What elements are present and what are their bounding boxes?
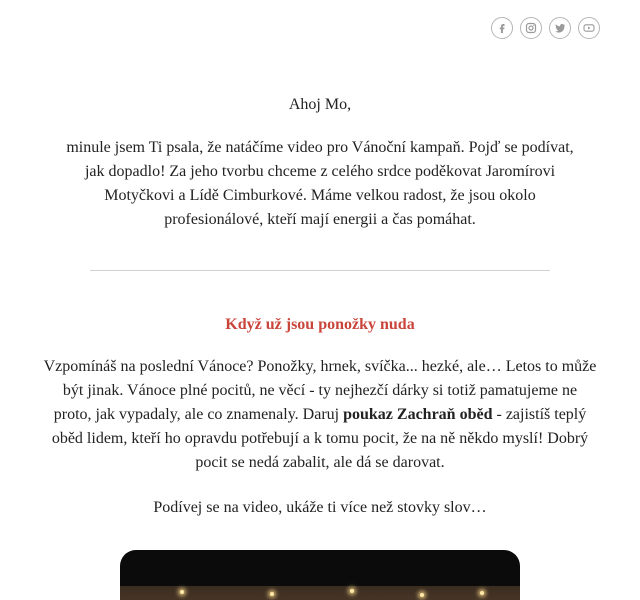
paragraph-line: být jinak. Vánoce plné pocitů, ne věcí - ty nejhezčí dárky si totiž pamatujeme ne	[62, 382, 578, 399]
paragraph-text: proto, jak vypadaly, ale co znamenaly. Daruj	[53, 406, 344, 423]
divider	[90, 270, 550, 271]
intro-line: Motyčkovi a Lídě Cimburkové. Máme velkou radost, že jsou okolo	[104, 187, 536, 204]
paragraph-text: - zajistíš teplý	[492, 406, 587, 423]
bokeh-light	[270, 592, 274, 596]
paragraph-line: oběd lidem, kteří ho opravdu potřebují a k tomu pocit, že na ně někdo myslí! Dobrý	[51, 430, 589, 447]
greeting: Ahoj Mo,	[288, 96, 352, 113]
intro-line: profesionálové, kteří mají energii a čas pomáhat.	[164, 211, 476, 228]
paragraph-line	[34, 403, 606, 427]
intro-line: minule jsem Ti psala, že natáčíme video pro Vánoční kampaň. Pojď se podívat,	[66, 139, 574, 156]
youtube-icon[interactable]	[578, 17, 600, 39]
section-heading: Když už jsou ponožky nuda	[225, 316, 415, 333]
instagram-icon[interactable]	[520, 17, 542, 39]
facebook-icon[interactable]	[491, 17, 513, 39]
bokeh-light	[480, 591, 484, 595]
voucher-link[interactable]: poukaz Zachraň oběd	[343, 406, 493, 423]
bokeh-light	[350, 589, 354, 593]
intro-paragraph	[60, 136, 580, 232]
twitter-icon[interactable]	[549, 17, 571, 39]
video-intro-text: Podívej se na video, ukáže ti více než stovky slov…	[153, 499, 487, 516]
video-thumbnail[interactable]	[120, 550, 520, 600]
social-links	[491, 17, 600, 39]
paragraph-line: pocit se nedá zabalit, ale dá se darovat.	[195, 454, 445, 471]
section-paragraph	[34, 355, 606, 475]
bokeh-light	[180, 590, 184, 594]
paragraph-line: Vzpomínáš na poslední Vánoce? Ponožky, hrnek, svíčka... hezké, ale… Letos to může	[43, 358, 597, 375]
intro-line: jak dopadlo! Za jeho tvorbu chceme z celého srdce poděkovat Jaromírovi	[84, 163, 556, 180]
bokeh-light	[420, 593, 424, 597]
